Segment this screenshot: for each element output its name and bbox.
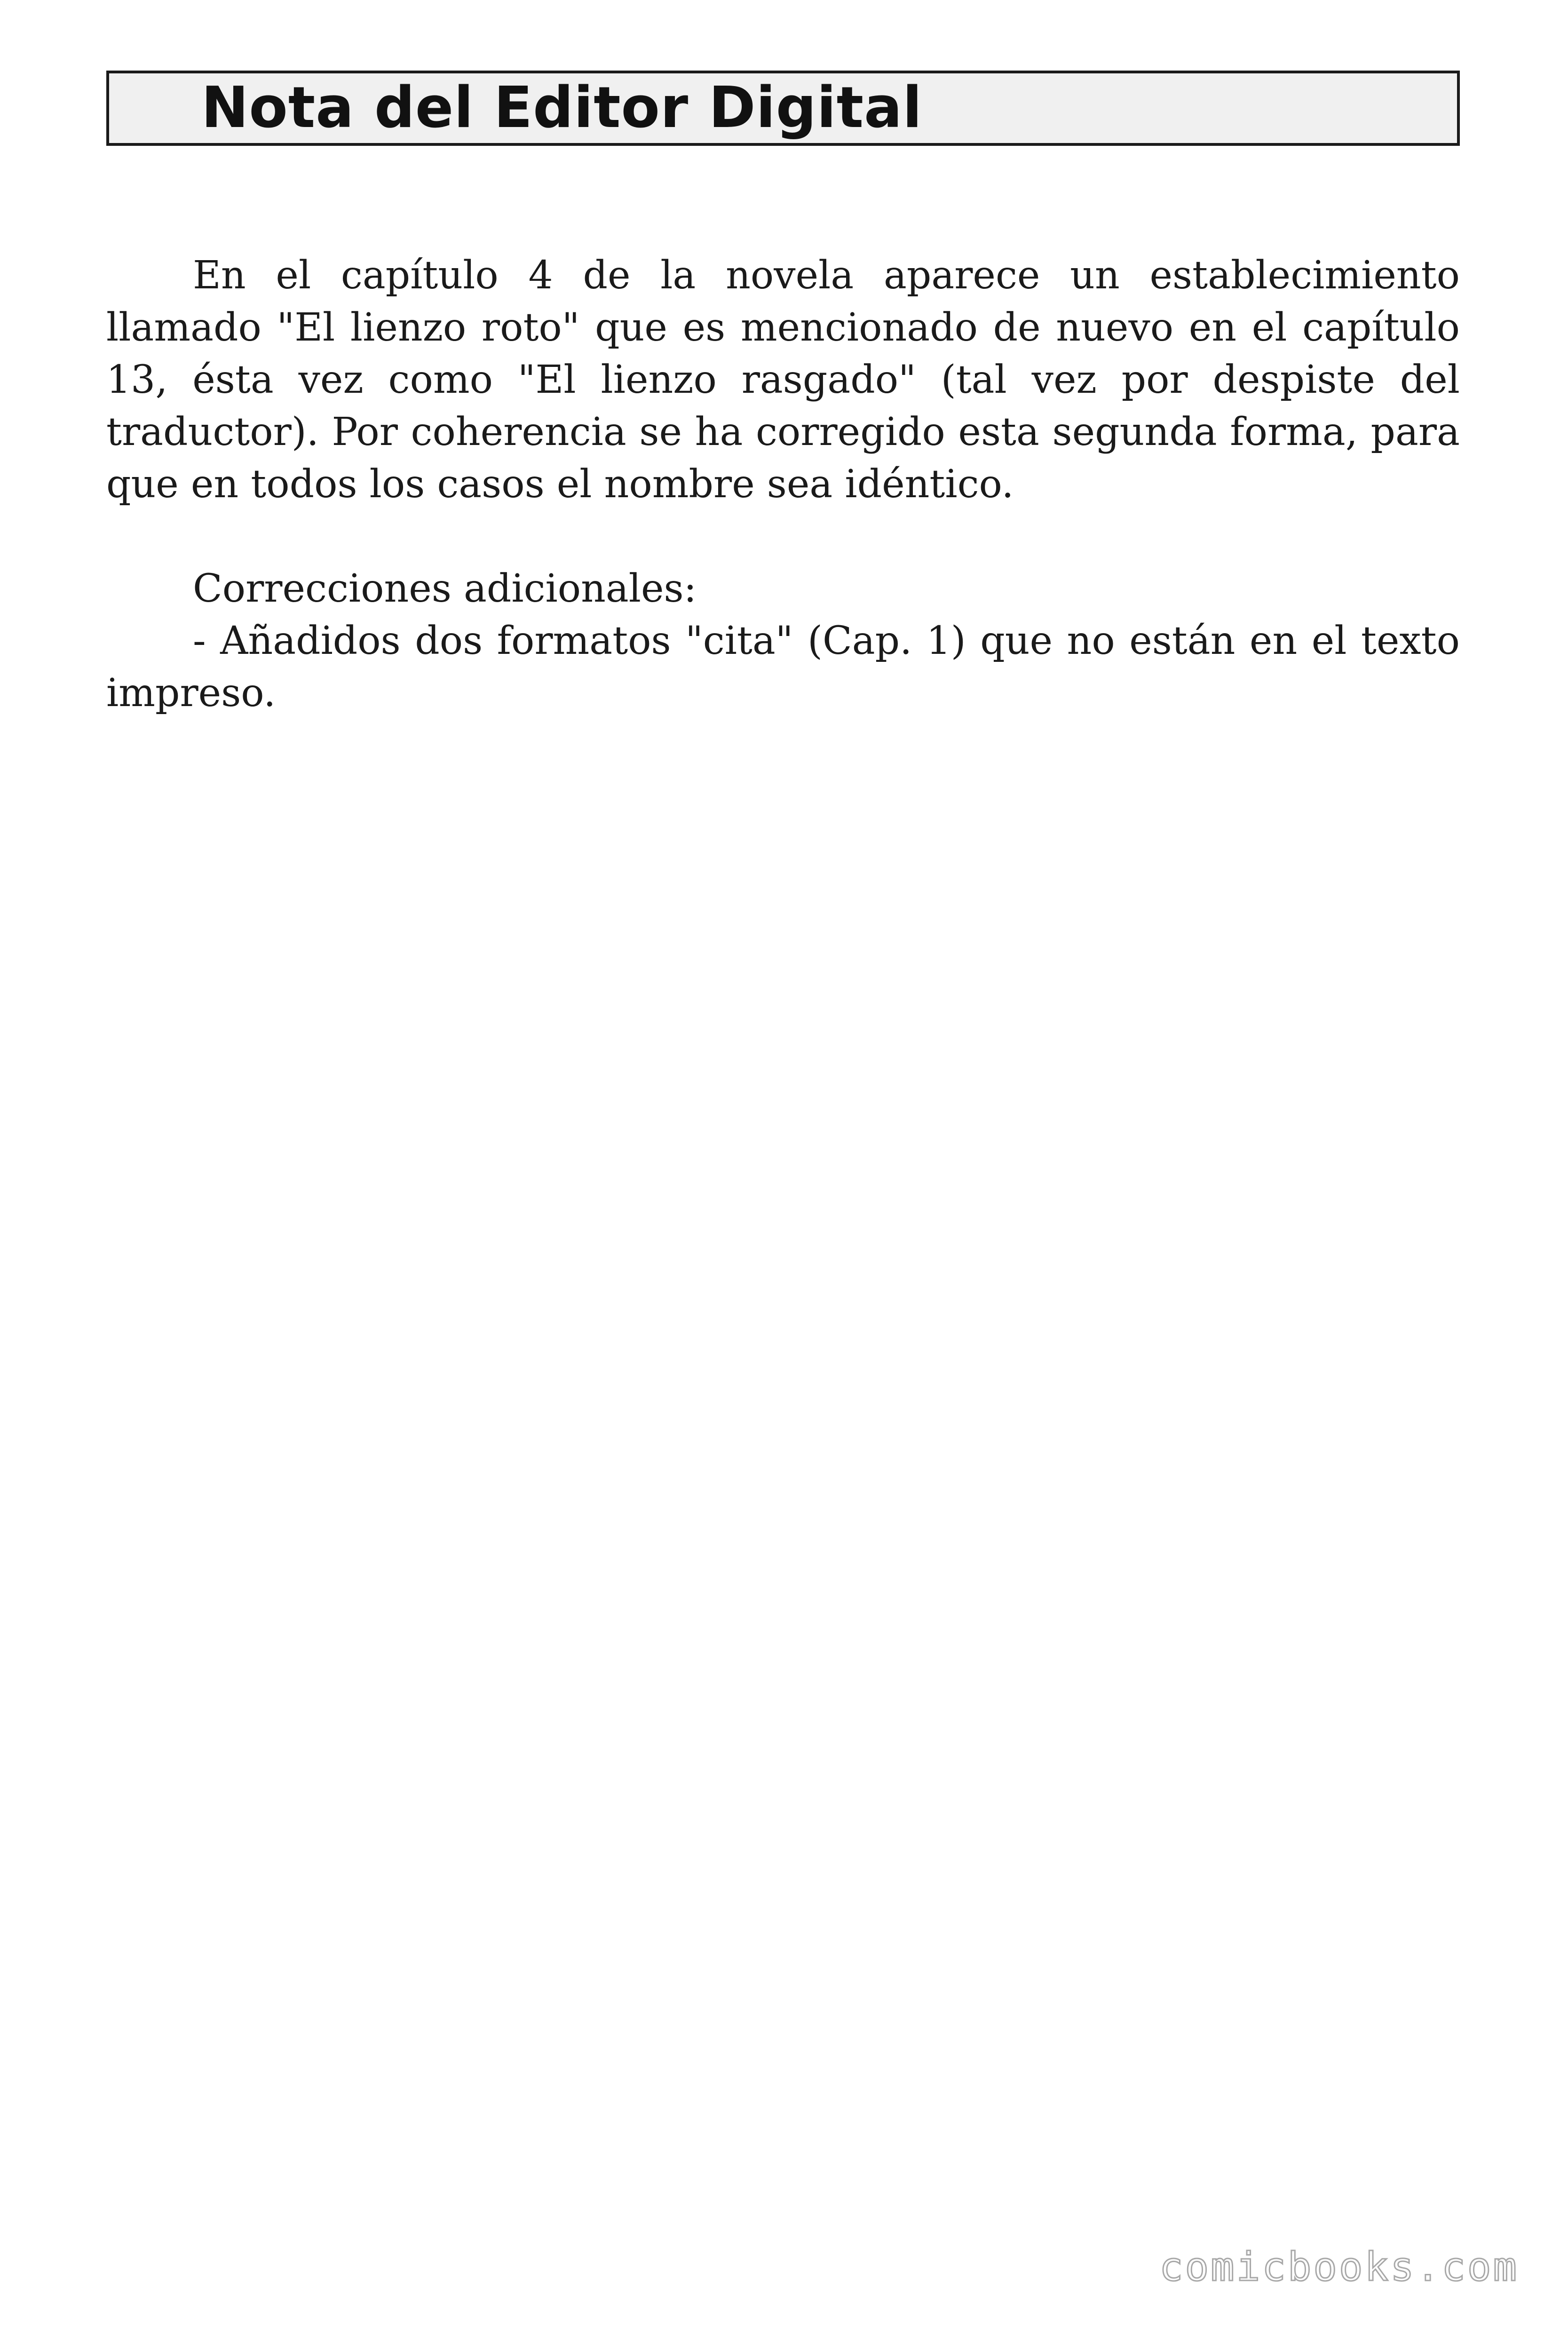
document-body [106, 249, 1460, 719]
watermark-logo: comicbooks.com [1159, 2244, 1519, 2290]
title-box [106, 71, 1460, 146]
corrections-heading: Correcciones adicionales: [193, 566, 697, 611]
correction-item: - Añadidos dos formatos "cita" (Cap. 1) que no están en el texto impreso. [106, 619, 1460, 715]
paragraph-intro: En el capítulo 4 de la novela aparece un establecimiento llamado "El lienzo roto" que es mencionado de nuevo en el capítulo 13, ésta vez como "El lienzo rasgado" (tal vez por despiste del traductor). Por coherencia se ha corregido esta segunda forma, para que en todos los casos el nombre sea idéntico. [106, 253, 1460, 507]
page-title: Nota del Editor Digital [201, 75, 923, 141]
